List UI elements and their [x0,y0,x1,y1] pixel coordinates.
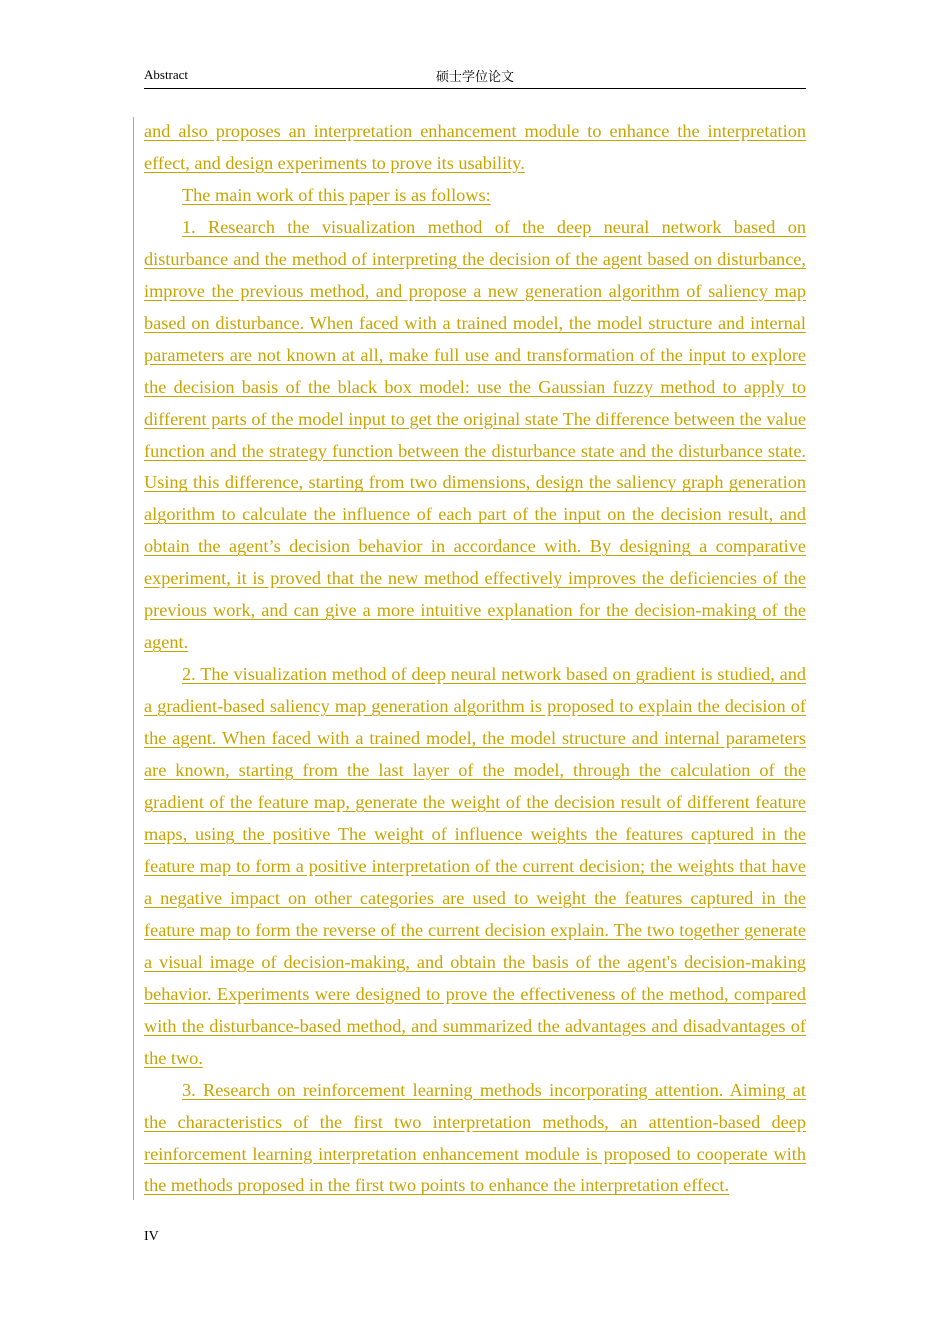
paragraph-text: 3. Research on reinforcement learning methods incorporating attention. Aiming at the characteristics of the first two interpretation methods, an attention-based deep reinforcement learning interpretation enhancement module is proposed to cooperate with the methods proposed in the first two points to enhance the interpretation effect. [144,1079,806,1196]
revision-change-bar [133,117,134,1200]
paragraph-text: and also proposes an interpretation enhancement module to enhance the interpretation effect, and design experiments to prove its usability. [144,121,806,173]
abstract-body [144,116,806,1202]
page-number: IV [144,1229,159,1244]
paragraph-text: 1. Research the visualization method of the deep neural network based on disturbance and the method of interpreting the decision of the agent based on disturbance, improve the previous method, and propose a new generation algorithm of saliency map based on disturbance. When faced with a trained model, the model structure and internal parameters are not known at all, make full use and transformation of the input to explore the decision basis of the black box model: use the Gaussian fuzzy method to apply to different parts of the model input to get the original state The difference between the value function and the strategy function between the disturbance state and the disturbance state. Using this difference, starting from two dimensions, design the saliency graph generation algorithm to calculate the influence of each part of the input on the decision result, and obtain the agent’s decision behavior in accordance with. By designing a comparative experiment, it is proved that the new method effectively improves the deficiencies of the previous work, and can give a more intuitive explanation for the decision-making of the agent. [144,216,806,653]
page-header [144,66,806,89]
paragraph-text: 2. The visualization method of deep neural network based on gradient is studied, and a gradient-based saliency map generation algorithm is proposed to explain the decision of the agent. When faced with a trained model, the model structure and internal parameters are known, starting from the last layer of the model, through the calculation of the gradient of the feature map, generate the weight of the decision result of different feature maps, using the positive The weight of influence weights the features captured in the feature map to form a positive interpretation of the current decision; the weights that have a negative impact on other categories are used to weight the features captured in the feature map to form the reverse of the current decision explain. The two together generate a visual image of decision-making, and obtain the basis of the agent's decision-making behavior. Experiments were designed to prove the effectiveness of the method, compared with the disturbance-based method, and summarized the advantages and disadvantages of the two. [144,664,806,1068]
paragraph-item-1 [144,212,806,659]
paragraph-item-3 [144,1075,806,1203]
paragraph-continuation [144,116,806,180]
paragraph-intro [144,180,806,212]
paragraph-text: The main work of this paper is as follows: [182,184,491,205]
header-section-title: Abstract [144,67,189,82]
header-thesis-title: 硕士学位论文 [435,70,514,85]
paragraph-item-2 [144,659,806,1074]
